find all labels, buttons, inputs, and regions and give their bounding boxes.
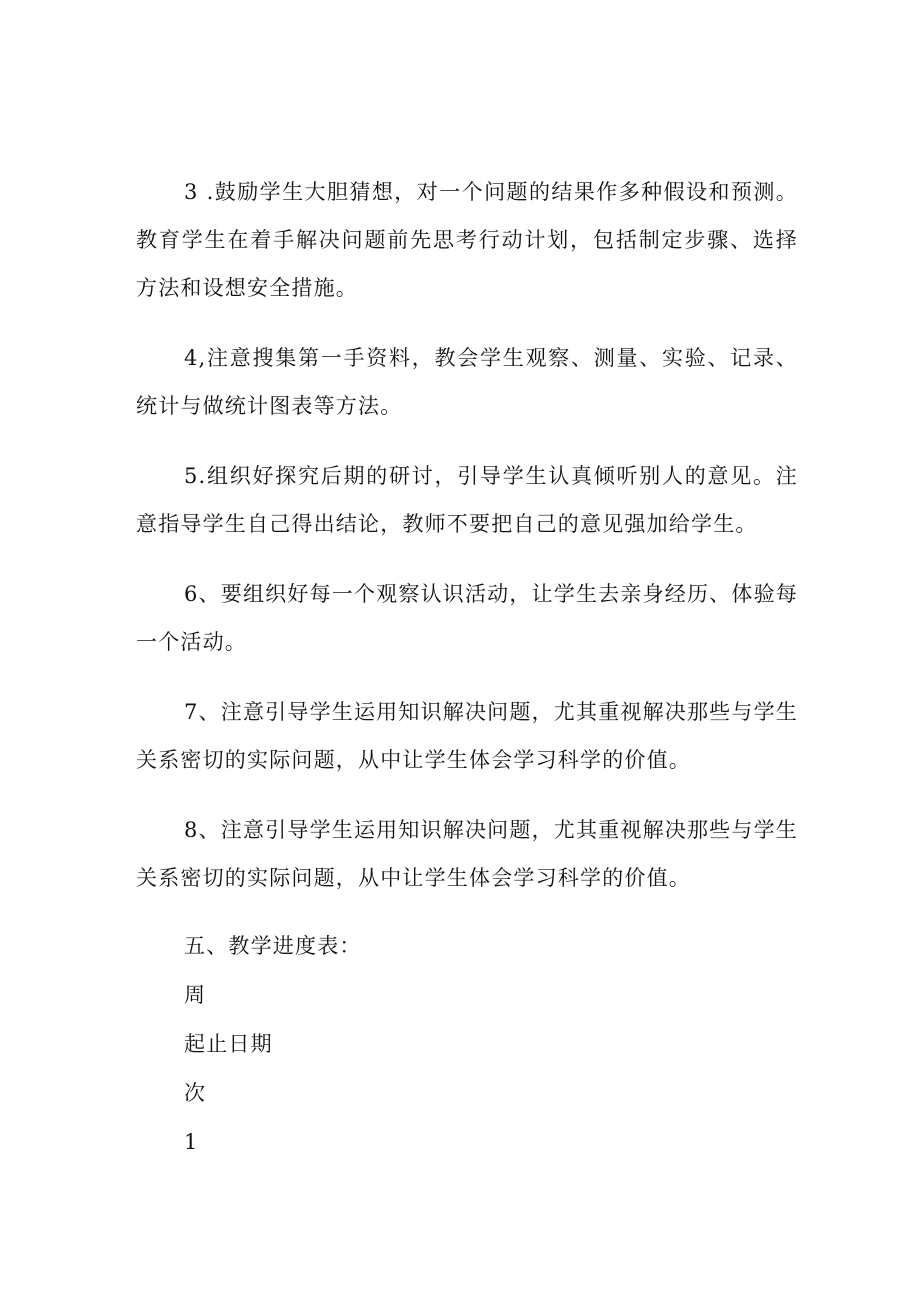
table-fragment-number: 1 [184,1130,199,1154]
table-fragment-order: 次 [184,1081,207,1105]
paragraph-3: 3 .鼓励学生大胆猜想，对一个问题的结果作多种假设和预测。教育学生在着手解决问题前先思考行动计划，包括制定步骤、选择方法和设想安全措施。 [136,180,798,300]
paragraph-8: 8、注意引导学生运用知识解决问题，尤其重视解决那些与学生关系密切的实际问题，从中让学生体会学习科学的价值。 [136,818,798,890]
section-heading: 五、教学进度表： [184,934,362,958]
paragraph-7: 7、注意引导学生运用知识解决问题，尤其重视解决那些与学生关系密切的实际问题，从中让学生体会学习科学的价值。 [136,700,798,772]
paragraph-5: 5.组织好探究后期的研讨，引导学生认真倾听别人的意见。注意指导学生自己得出结论，教师不要把自己的意见强加给学生。 [136,464,798,536]
table-fragment-date-range: 起止日期 [184,1032,273,1056]
paragraph-4: 4,注意搜集第一手资料，教会学生观察、测量、实验、记录、统计与做统计图表等方法。 [136,346,798,418]
table-fragment-week: 周 [184,983,207,1007]
paragraph-6: 6、要组织好每一个观察认识活动，让学生去亲身经历、体验每一个活动。 [136,582,798,654]
document-page [136,168,798,1169]
